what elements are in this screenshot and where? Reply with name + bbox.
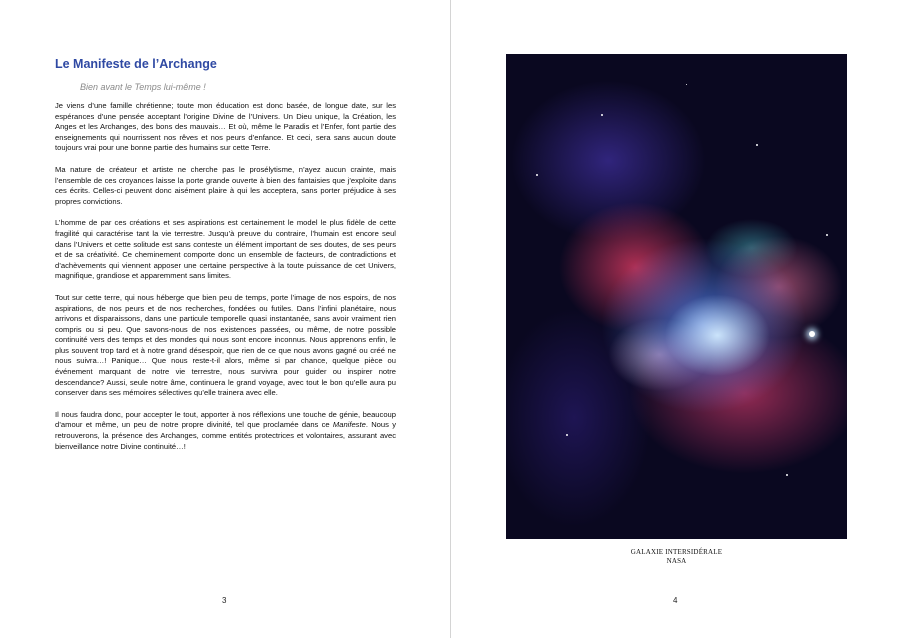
galaxy-photo — [506, 54, 847, 539]
bright-star — [809, 331, 815, 337]
page-subtitle: Bien avant le Temps lui-même ! — [80, 82, 206, 92]
body-text — [55, 101, 396, 463]
star — [756, 144, 758, 146]
paragraph-5-emphasis: Manifeste — [332, 420, 366, 430]
paragraph-5 — [55, 410, 396, 452]
caption-title: GALAXIE INTERSIDÉRALE — [630, 548, 723, 556]
star — [536, 174, 538, 176]
page-number-right: 4 — [673, 596, 678, 605]
right-page — [451, 0, 900, 638]
star — [601, 114, 603, 116]
paragraph-2: Ma nature de créateur et artiste ne cherche pas le prosélytisme, n’ayez aucun crainte, mais l’ensemble de ces croyances laisse la porte grande ouverte à bien des fantaisies que j’exploite dans ces écrits. Celles-ci peuvent donc aisément plaire à qui les acceptera, sans porter préjudice à ses propres convictions. — [55, 164, 396, 206]
page-number-left: 3 — [222, 596, 227, 605]
paragraph-5-start: Il nous faudra donc, pour accepter le tout, apporter à nos réflexions une touche de génie, beaucoup d’amour et même, un peu de notre propre divinité, tel que proclamée dans ce — [55, 409, 396, 430]
star — [786, 474, 788, 476]
star — [686, 84, 687, 85]
star — [566, 434, 568, 436]
paragraph-4: Tout sur cette terre, qui nous héberge que bien peu de temps, porte l’image de nos espoirs, de nos aspirations, de nos peurs et de nos recherches, fondées ou futiles. Dans l’infini planétaire, nous arrivons et disparaissons, dans une particule temporelle quasi instantanée, sans avoir vraiment rien compris ou si peu. Que savons-nous de nos existences passées, ou même, de notre possible continuité vers des temps et des mondes qui nous sont encore inconnus. Nous apprenons enfin, le plus souvent trop tard et à notre grand désespoir, que rien de ce que nous avons gagné ou créé ne nous suivra…! Panique… Que nous reste-t-il alors, même si par chance, quelque pièce ou événement marquant de notre vie terrestre, nous survivra pour guider ou inspirer notre descendance? Aussi, seule notre âme, continuera le grand voyage, avec tout le bon qu’elle aura pu conserver dans ses mémoires sélectives qu’elle trainera avec elle. — [55, 292, 396, 398]
paragraph-5-end: . Nous y retrouverons, la présence des Archanges, comme entités protectrices et volontaires, assurant avec bienveillance notre Divine continuité…! — [55, 420, 396, 451]
page-title: Le Manifeste de l’Archange — [55, 57, 217, 71]
image-caption — [506, 548, 847, 566]
paragraph-1: Je viens d’une famille chrétienne; toute mon éducation est donc basée, de longue date, sur les espérances d’une pensée acceptant l’origine Divine de l’Univers. Un Dieu unique, la Création, les Anges et les Archanges, des bons des mauvais… Et où, même le Paradis et l’Enfer, font partie des enseignements qui nourrissent nos rêves et nos peurs d’enfance. Et ceci, sera sans aucun doute toujours vrai pour une bonne partie des humains sur cette Terre. — [55, 101, 396, 153]
paragraph-3: L’homme de par ces créations et ses aspirations est certainement le model le plus fidèle de cette fragilité qui caractérise tant la vie terrestre. Jusqu’à preuve du contraire, l’humain est encore seul dans l’Univers et cette solitude est sans conteste un élément important de ses doutes, de ses peurs et de sa créativité. Ce cheminement comporte donc un ensemble de facteurs, de contradictions et d’achèvements qui viennent apposer une certaine perspective à la toute puissance de cet Univers, magnifique, grandiose et apparemment sans limites. — [55, 218, 396, 281]
caption-credit: NASA — [666, 557, 687, 565]
star — [826, 234, 828, 236]
